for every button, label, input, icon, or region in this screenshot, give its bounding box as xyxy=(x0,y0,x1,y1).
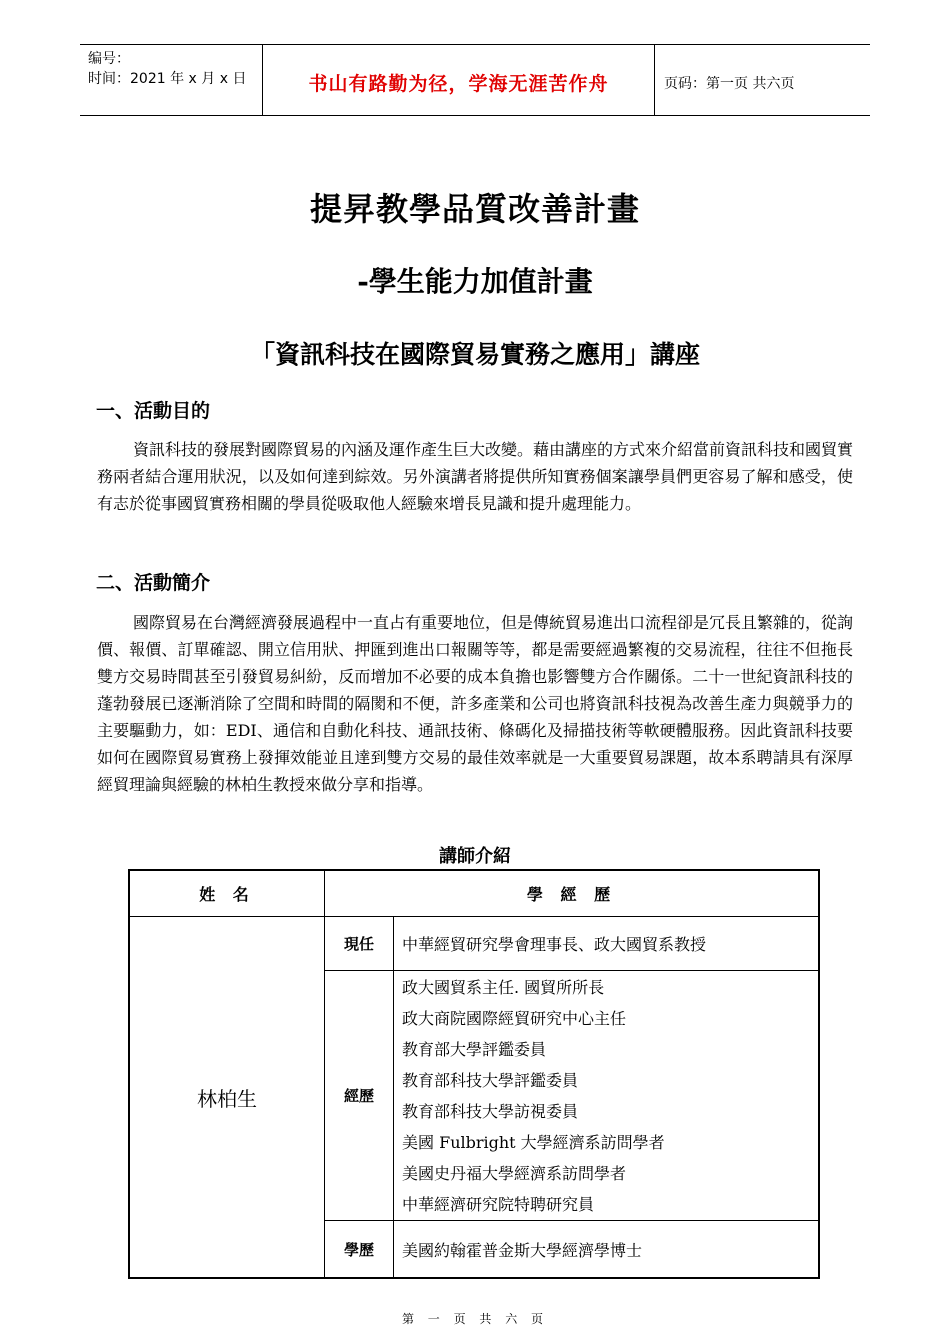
experience-label: 經歷 xyxy=(325,971,394,1221)
list-item: 教育部科技大學訪視委員 xyxy=(402,1101,579,1121)
page-header xyxy=(80,44,870,116)
header-meta xyxy=(88,49,246,89)
table-row xyxy=(129,917,819,971)
section-body-purpose: 資訊科技的發展對國際貿易的內涵及運作產生巨大改變。藉由講座的方式來介紹當前資訊科技和國貿實務兩者結合運用狀況，以及如何達到綜效。另外演講者將提供所知實務個案讓學員們更容易了解和感受，使有志於從事國貿實務相關的學員從吸取他人經驗來增長見識和提升處理能力。 xyxy=(97,440,854,513)
list-item: 中華經濟研究院特聘研究員 xyxy=(402,1194,595,1214)
page-footer: 第 一 页 共 六 页 xyxy=(401,1312,549,1326)
education-label: 學歷 xyxy=(325,1221,394,1278)
section-body-intro: 國際貿易在台灣經濟發展過程中一直占有重要地位，但是傳統貿易進出口流程卻是冗長且繁雜的，從詢價、報價、訂單確認、開立信用狀、押匯到進出口報關等等，都是需要經過繁複的交易流程，往往不但拖長雙方交易時間甚至引發貿易糾紛，反而增加不必要的成本負擔也影響雙方合作關係。二十一世紀資訊科技的蓬勃發展已逐漸消除了空間和時間的隔閡和不便，許多產業和公司也將資訊科技視為改善生產力與競爭力的主要驅動力，如：EDI、通信和自動化科技、通訊技術、條碼化及掃描技術等軟硬體服務。因此資訊科技要如何在國際貿易實務上發揮效能並且達到雙方交易的最佳效率就是一大重要貿易課題，故本系聘請具有深厚經貿理論與經驗的林柏生教授來做分享和指導。 xyxy=(97,613,854,794)
list-item: 美國史丹福大學經濟系訪問學者 xyxy=(402,1163,627,1183)
instructor-name: 林柏生 xyxy=(129,917,325,1278)
header-number: 编号： xyxy=(88,51,130,67)
list-item: 政大國貿系主任. 國貿所所長 xyxy=(402,977,605,997)
document-subtitle: -學生能力加值計畫 xyxy=(357,265,593,298)
experience-list xyxy=(402,972,818,1220)
experience-cell xyxy=(394,971,820,1221)
lecture-title: 「資訊科技在國際貿易實務之應用」講座 xyxy=(249,340,700,369)
list-item: 教育部科技大學評鑑委員 xyxy=(402,1070,579,1090)
section-heading-intro: 二、活動簡介 xyxy=(96,572,211,594)
list-item: 政大商院國際經貿研究中心主任 xyxy=(402,1008,627,1028)
header-divider xyxy=(654,45,655,115)
list-item: 美國 Fulbright 大學經濟系訪問學者 xyxy=(402,1132,665,1152)
list-item: 教育部大學評鑑委員 xyxy=(402,1039,547,1059)
table-header-row xyxy=(129,870,819,917)
instructor-table xyxy=(128,869,820,1279)
current-position: 中華經貿研究學會理事長、政大國貿系教授 xyxy=(394,917,820,971)
section-heading-purpose: 一、活動目的 xyxy=(96,400,211,422)
header-name: 姓 名 xyxy=(129,870,325,917)
header-motto: 书山有路勤为径，学海无涯苦作舟 xyxy=(308,73,609,95)
education: 美國約翰霍普金斯大學經濟學博士 xyxy=(394,1221,820,1278)
table-caption: 講師介紹 xyxy=(439,846,511,867)
header-background: 學 經 歷 xyxy=(325,870,820,917)
document-title: 提昇教學品質改善計畫 xyxy=(309,190,640,228)
current-label: 現任 xyxy=(325,917,394,971)
header-page-label: 页码：第一页 共六页 xyxy=(664,76,795,92)
header-time: 时间：2021 年 x 月 x 日 xyxy=(88,71,247,87)
